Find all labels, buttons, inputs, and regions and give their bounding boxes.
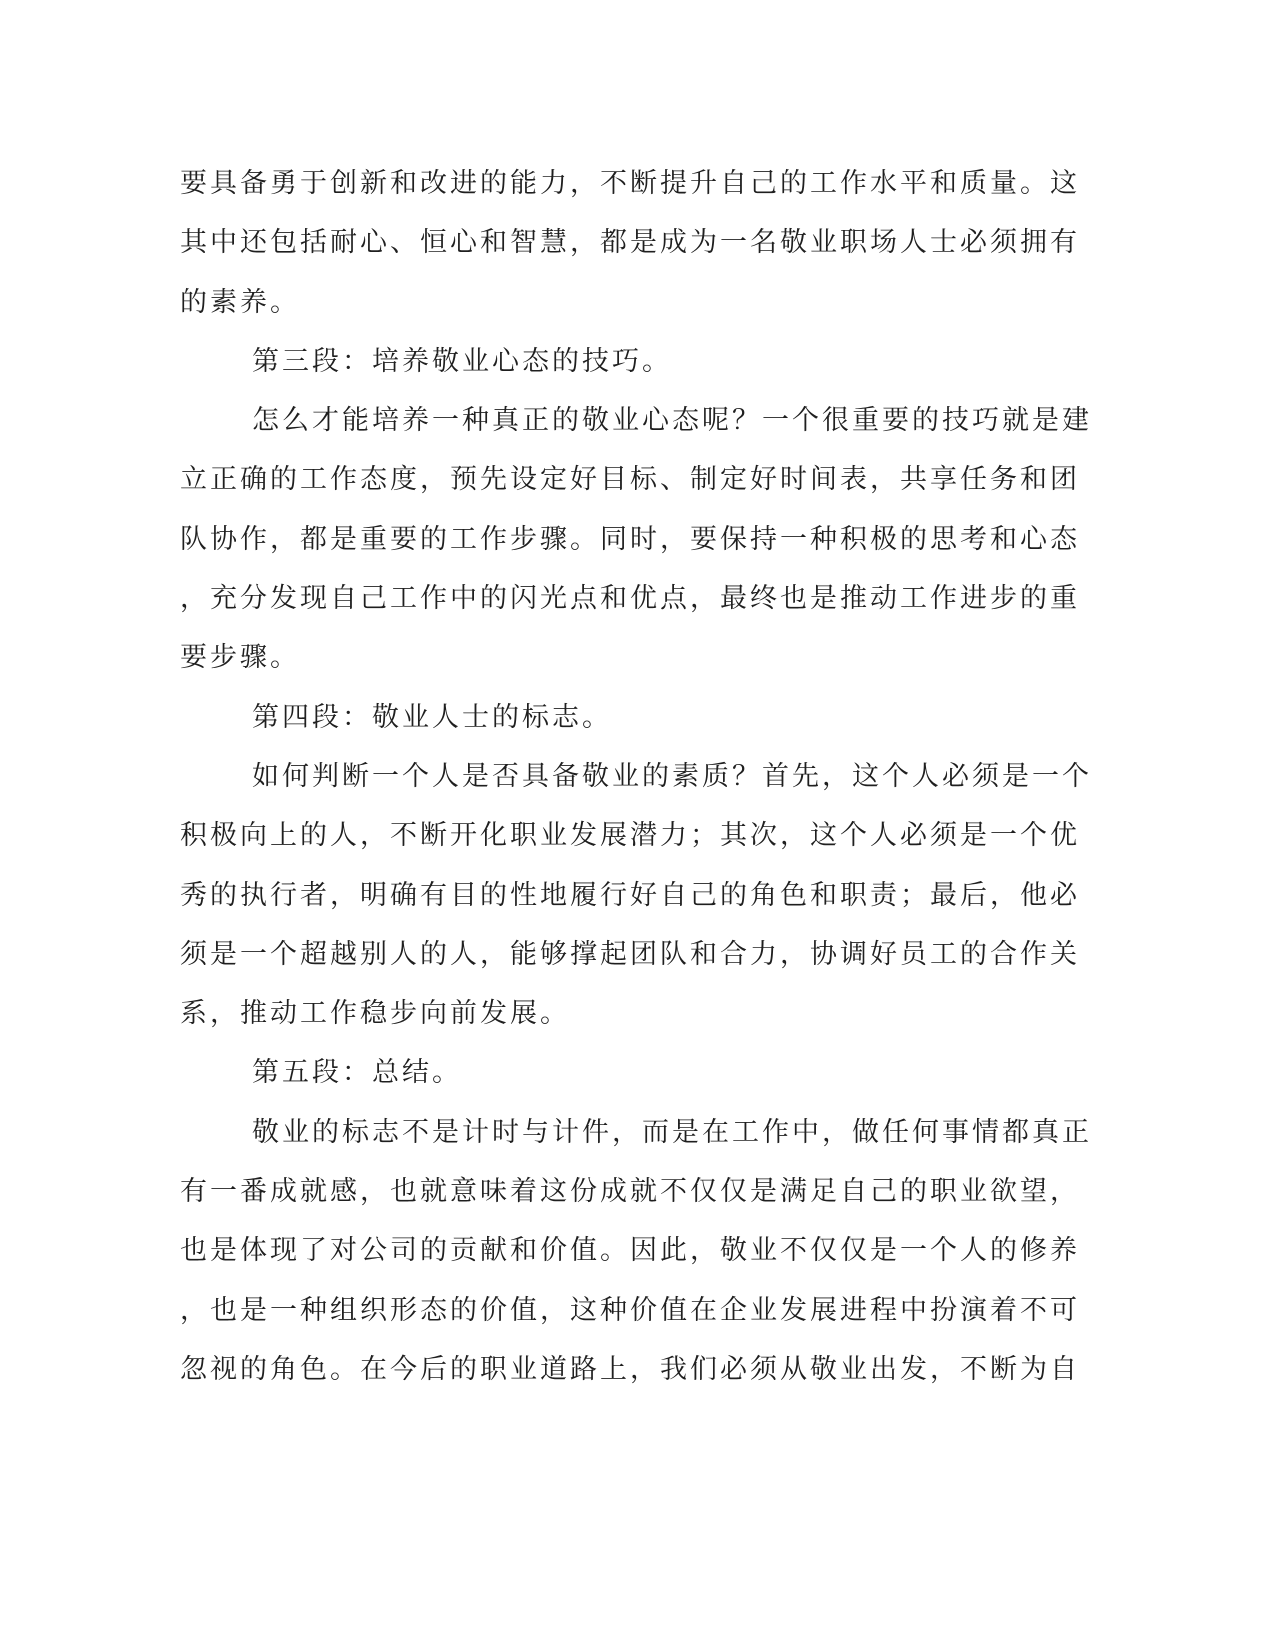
text-line: 要步骤。 <box>180 642 300 674</box>
text-line: ，也是一种组织形态的价值，这种价值在企业发展进程中扮演着不可 <box>180 1294 1080 1326</box>
document-body <box>180 154 1092 1399</box>
text-line: 其中还包括耐心、恒心和智慧，都是成为一名敬业职场人士必须拥有 <box>180 227 1080 259</box>
section-heading: 第五段：总结。 <box>252 1057 462 1089</box>
section-heading: 第三段：培养敬业心态的技巧。 <box>252 345 672 377</box>
text-line: 如何判断一个人是否具备敬业的素质？首先，这个人必须是一个 <box>252 760 1092 792</box>
text-line: 须是一个超越别人的人，能够撑起团队和合力，协调好员工的合作关 <box>180 938 1080 970</box>
text-line: 系，推动工作稳步向前发展。 <box>180 998 570 1030</box>
text-line: 积极向上的人，不断开化职业发展潜力；其次，这个人必须是一个优 <box>180 820 1080 852</box>
text-line: 要具备勇于创新和改进的能力，不断提升自己的工作水平和质量。这 <box>180 168 1080 199</box>
text-line: 的素养。 <box>180 286 300 318</box>
text-line: 怎么才能培养一种真正的敬业心态呢？一个很重要的技巧就是建 <box>252 405 1092 437</box>
text-line: 敬业的标志不是计时与计件，而是在工作中，做任何事情都真正 <box>252 1116 1092 1148</box>
text-line: 忽视的角色。在今后的职业道路上，我们必须从敬业出发，不断为自 <box>180 1353 1080 1385</box>
text-line: ，充分发现自己工作中的闪光点和优点，最终也是推动工作进步的重 <box>180 583 1080 615</box>
text-line: 有一番成就感，也就意味着这份成就不仅仅是满足自己的职业欲望， <box>180 1176 1080 1208</box>
section-heading: 第四段：敬业人士的标志。 <box>252 701 612 733</box>
text-line: 立正确的工作态度，预先设定好目标、制定好时间表，共享任务和团 <box>180 464 1080 496</box>
text-line: 秀的执行者，明确有目的性地履行好自己的角色和职责；最后，他必 <box>180 879 1080 911</box>
text-line: 队协作，都是重要的工作步骤。同时，要保持一种积极的思考和心态 <box>180 523 1080 555</box>
text-line: 也是体现了对公司的贡献和价值。因此，敬业不仅仅是一个人的修养 <box>180 1235 1080 1267</box>
